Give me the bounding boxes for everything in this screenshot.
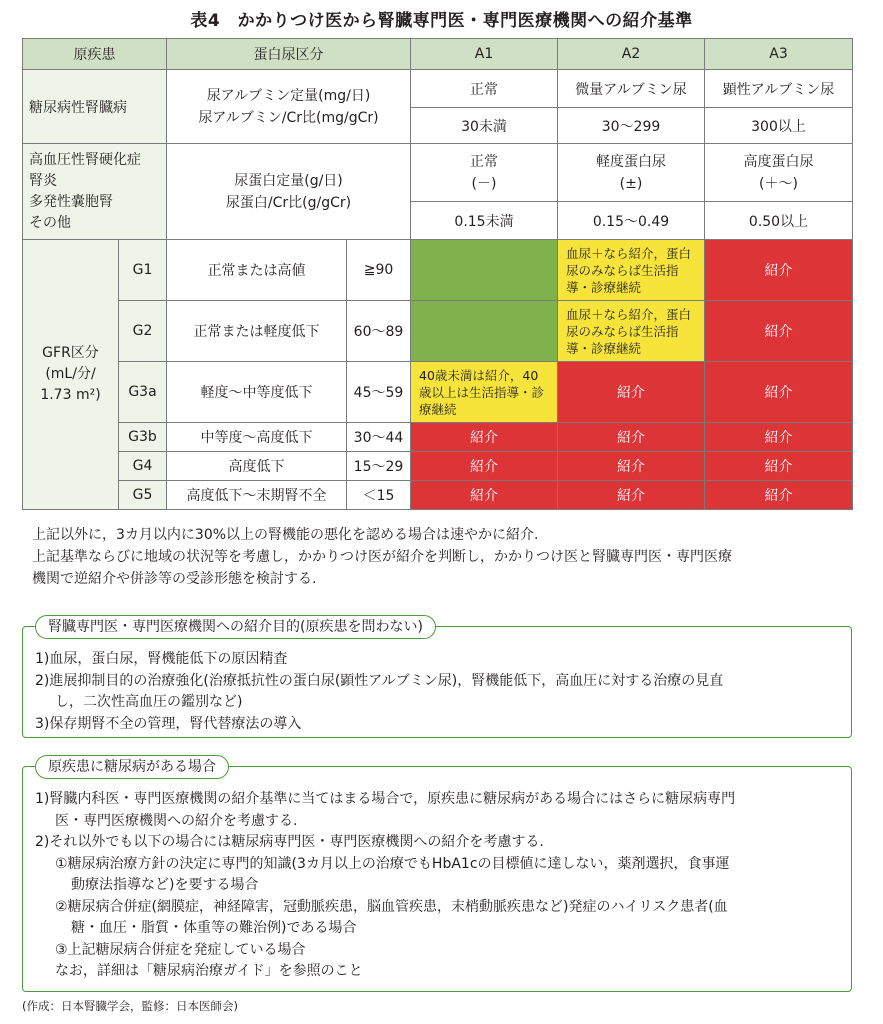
diabetes-item-2: 2)それ以外でも以下の場合には糖尿病専門医・専門医療機関への紹介を考慮する. (35, 834, 544, 850)
diabetic-measure-2: 尿アルブミン/Cr比(mg/gCr) (198, 109, 379, 126)
notes (32, 524, 862, 590)
footer-credit: (作成：日本腎臓学会，監修：日本医師会) (22, 999, 238, 1013)
other-measure-1: 尿蛋白定量(g/日) (234, 172, 343, 189)
diabetes-sub-2: ②糖尿病合併症(網膜症，神経障害，冠動脈疾患，脳血管疾患，末梢動脈疾患など)発症のハイリスク患者(血 (55, 898, 728, 915)
diabetic-measure (167, 70, 411, 144)
diabetic-row-1 (23, 70, 853, 108)
note-line-3: 機関で逆紹介や併診等の受診形態を検討する. (32, 571, 317, 587)
cell-g5-a1: 紹介 (411, 481, 558, 510)
gfr-row-g3b (23, 423, 853, 452)
other-a3-value: 0.50以上 (705, 202, 853, 240)
other-measure-2: 尿蛋白/Cr比(g/gCr) (225, 194, 352, 211)
table-title: 表4 かかりつけ医から腎臓専門医・専門医療機関への紹介基準 (190, 11, 693, 31)
cell-g3b-a3: 紹介 (705, 423, 853, 452)
diabetes-sub-1: ①糖尿病治療方針の決定に専門的知識(3カ月以上の治療でもHbA1cの目標値に達しない，薬剤選択，食事運 (55, 855, 730, 872)
purpose-item-1: 1)血尿，蛋白尿，腎機能低下の原因精査 (35, 651, 288, 667)
gfr-desc: 高度低下 (167, 452, 347, 481)
header-row (23, 39, 853, 70)
other-a1-label (411, 144, 558, 202)
gfr-grade: G5 (119, 481, 167, 510)
cell-g4-a2: 紹介 (558, 452, 705, 481)
diabetes-box-title: 原疾患に糖尿病がある場合 (35, 755, 229, 779)
diabetic-label: 糖尿病性腎臓病 (23, 70, 167, 144)
gfr-row-g4 (23, 452, 853, 481)
header-disease: 原疾患 (23, 39, 167, 70)
gfr-range: 30～44 (347, 423, 411, 452)
other-measure (167, 144, 411, 240)
gfr-desc: 中等度～高度低下 (167, 423, 347, 452)
referral-criteria-table (22, 38, 853, 510)
note-line-2: 上記基準ならびに地域の状況等を考慮し，かかりつけ医が紹介を判断し，かかりつけ医と腎臓専門医・専門医療 (32, 549, 732, 565)
other-a1-sub: (－) (471, 175, 497, 192)
cell-g1-a1 (411, 240, 558, 301)
diabetes-sub-3: ③上記糖尿病合併症を発症している場合 (55, 941, 306, 958)
header-a2: A2 (558, 39, 705, 70)
gfr-label-3: 1.73 m²) (40, 387, 101, 403)
note-line-1: 上記以外に，3カ月以内に30%以上の腎機能の悪化を認める場合は速やかに紹介. (32, 527, 539, 543)
gfr-desc: 正常または高値 (167, 240, 347, 301)
gfr-label-2: (mL/分/ (45, 366, 96, 382)
diabetes-item-1: 1)腎臓内科医・専門医療機関の紹介基準に当てはまる場合で，原疾患に糖尿病がある場合にはさらに糖尿病専門 (35, 791, 736, 807)
cell-g2-a2: 血尿＋なら紹介，蛋白尿のみならば生活指導・診療継続 (558, 301, 705, 362)
cell-g4-a1: 紹介 (411, 452, 558, 481)
gfr-label-1: GFR区分 (42, 345, 99, 361)
purpose-item-3: 3)保存期腎不全の管理，腎代替療法の導入 (35, 715, 302, 732)
gfr-range: 15～29 (347, 452, 411, 481)
diabetic-a3-label: 顕性アルブミン尿 (705, 70, 853, 108)
cell-g5-a2: 紹介 (558, 481, 705, 510)
diabetic-a1-value: 30未満 (411, 108, 558, 144)
other-a2-label-text: 軽度蛋白尿 (596, 153, 666, 170)
gfr-range: ≧90 (347, 240, 411, 301)
gfr-desc: 高度低下～末期腎不全 (167, 481, 347, 510)
gfr-row-g2 (23, 301, 853, 362)
cell-g3b-a1: 紹介 (411, 423, 558, 452)
other-label-4: その他 (29, 214, 71, 231)
cell-g2-a1 (411, 301, 558, 362)
diabetic-a2-label: 微量アルブミン尿 (558, 70, 705, 108)
cell-g4-a3: 紹介 (705, 452, 853, 481)
cell-g3a-a1: 40歳未満は紹介，40歳以上は生活指導・診療継続 (411, 362, 558, 423)
diabetes-sub-2-cont: 糖・血圧・脂質・体重等の難治例)である場合 (71, 920, 357, 936)
gfr-range: 45～59 (347, 362, 411, 423)
diabetic-a2-value: 30～299 (558, 108, 705, 144)
header-a3: A3 (705, 39, 853, 70)
gfr-row-g3a (23, 362, 853, 423)
gfr-desc: 軽度～中等度低下 (167, 362, 347, 423)
diabetes-box (22, 759, 852, 992)
gfr-grade: G1 (119, 240, 167, 301)
cell-g1-a2: 血尿＋なら紹介，蛋白尿のみならば生活指導・診療継続 (558, 240, 705, 301)
diabetes-item-1-cont: 医・専門医療機関への紹介を考慮する. (55, 812, 298, 829)
other-row-1 (23, 144, 853, 202)
referral-purpose-title: 腎臓専門医・専門医療機関への紹介目的(原疾患を問わない) (35, 615, 436, 639)
gfr-row-g5 (23, 481, 853, 510)
referral-purpose-box (22, 619, 852, 738)
cell-g3a-a2: 紹介 (558, 362, 705, 423)
header-a1: A1 (411, 39, 558, 70)
cell-g2-a3: 紹介 (705, 301, 853, 362)
gfr-grade: G2 (119, 301, 167, 362)
purpose-item-2-cont: し，二次性高血圧の鑑別など) (55, 694, 243, 710)
gfr-grade: G3a (119, 362, 167, 423)
cell-g3a-a3: 紹介 (705, 362, 853, 423)
other-label-1: 高血圧性腎硬化症 (29, 151, 141, 168)
other-a2-label (558, 144, 705, 202)
other-a2-sub: (±) (619, 175, 643, 192)
diabetes-sub-1-cont: 動療法指導など)を要する場合 (71, 877, 259, 893)
cell-g5-a3: 紹介 (705, 481, 853, 510)
gfr-range: 60～89 (347, 301, 411, 362)
other-a3-label-text: 高度蛋白尿 (743, 153, 814, 170)
other-a2-value: 0.15～0.49 (558, 202, 705, 240)
other-a3-sub: (＋～) (759, 175, 798, 192)
gfr-range: ＜15 (347, 481, 411, 510)
other-a1-value: 0.15未満 (411, 202, 558, 240)
other-a1-label-text: 正常 (470, 153, 498, 170)
purpose-item-2: 2)進展抑制目的の治療強化(治療抵抗性の蛋白尿(顕性アルブミン尿)，腎機能低下，高血圧に対する治療の見直 (35, 672, 724, 689)
other-label (23, 144, 167, 240)
gfr-grade: G4 (119, 452, 167, 481)
gfr-grade: G3b (119, 423, 167, 452)
other-a3-label (705, 144, 853, 202)
header-protein: 蛋白尿区分 (167, 39, 411, 70)
gfr-label (23, 240, 119, 510)
diabetes-note: なお，詳細は「糖尿病治療ガイド」を参照のこと (55, 963, 363, 979)
cell-g3b-a2: 紹介 (558, 423, 705, 452)
other-label-2: 腎炎 (29, 172, 57, 189)
other-label-3: 多発性嚢胞腎 (29, 193, 113, 210)
diabetic-a1-label: 正常 (411, 70, 558, 108)
gfr-row-g1 (23, 240, 853, 301)
diabetic-a3-value: 300以上 (705, 108, 853, 144)
diabetic-measure-1: 尿アルブミン定量(mg/日) (206, 87, 371, 104)
cell-g1-a3: 紹介 (705, 240, 853, 301)
gfr-desc: 正常または軽度低下 (167, 301, 347, 362)
